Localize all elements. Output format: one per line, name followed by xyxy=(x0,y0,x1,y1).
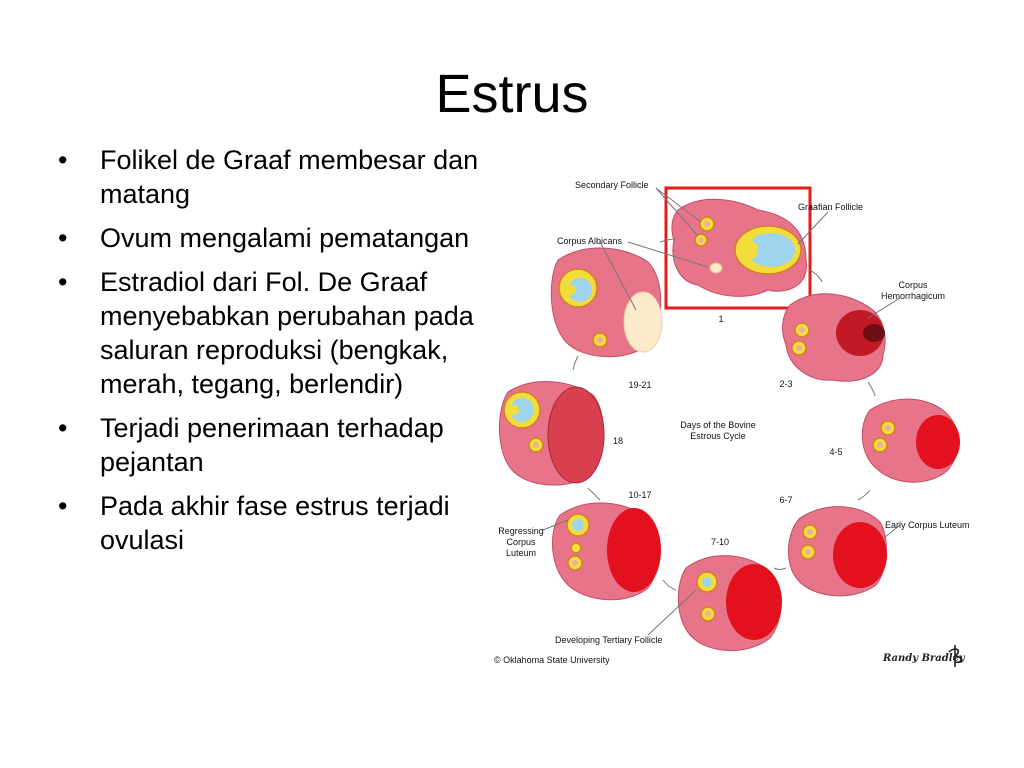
stage-number: 1 xyxy=(718,314,724,324)
stage-18-ovary xyxy=(499,382,604,485)
stage-10-17-ovary xyxy=(552,503,661,600)
stage-4-5-ovary xyxy=(862,399,960,482)
stage-number: 6-7 xyxy=(779,495,793,505)
center-caption-line2: Estrous Cycle xyxy=(690,431,746,441)
cycle-arrow xyxy=(663,580,676,590)
label-early-corpus-luteum: Early Corpus Luteum xyxy=(885,520,970,530)
stage-2-3-ovary xyxy=(783,294,886,381)
label-developing-tertiary-follicle: Developing Tertiary Follicle xyxy=(555,635,663,645)
bullet-dot: • xyxy=(58,267,68,297)
slide-title: Estrus xyxy=(435,64,589,124)
label-graafian-follicle: Graafian Follicle xyxy=(798,202,864,212)
cycle-arrow xyxy=(810,270,822,282)
bullet-item xyxy=(58,489,498,557)
bullet-text: Folikel de Graaf membesar dan matang xyxy=(100,145,479,209)
cycle-arrow xyxy=(573,356,578,370)
label-corpus-hemorrhagicum-line2: Hemorrhagicum xyxy=(880,291,946,301)
label-corpus-albicans: Corpus Albicans xyxy=(557,236,623,246)
bullet-text: Terjadi penerimaan terhadap pejantan xyxy=(100,413,444,477)
cycle-arrow xyxy=(868,382,875,396)
stage-number: 7-10 xyxy=(710,537,730,547)
stage-19-21-ovary xyxy=(551,248,662,357)
bullet-dot: • xyxy=(58,223,68,253)
stage-7-10-ovary xyxy=(678,556,782,651)
bullet-item xyxy=(58,265,498,401)
stage-1-ovary xyxy=(672,199,807,296)
bullet-text: Pada akhir fase estrus terjadi ovulasi xyxy=(100,491,450,555)
label-secondary-follicle: Secondary Follicle xyxy=(575,180,649,190)
stage-6-7-ovary xyxy=(788,507,887,596)
bullet-text: Estradiol dari Fol. De Graaf menyebabkan perubahan pada saluran reproduksi (bengkak, merah, tegang, berlendir) xyxy=(100,267,474,399)
center-caption-line1: Days of the Bovine xyxy=(680,420,756,430)
label-corpus-hemorrhagicum-line1: Corpus xyxy=(898,280,928,290)
stage-number: 19-21 xyxy=(628,380,652,390)
bullet-dot: • xyxy=(58,413,68,443)
bullet-dot: • xyxy=(58,145,68,175)
signature: Randy Bradley xyxy=(883,653,965,664)
stage-number: 4-5 xyxy=(829,447,843,457)
copyright-text: © Oklahoma State University xyxy=(494,655,610,665)
label-regressing-line1: Regressing xyxy=(498,526,544,536)
bullet-item xyxy=(58,143,498,211)
bullet-item xyxy=(58,411,498,479)
bullet-list xyxy=(58,143,498,567)
cycle-arrow xyxy=(774,568,786,570)
stage-number: 10-17 xyxy=(628,490,652,500)
label-regressing-line2: Corpus xyxy=(506,537,536,547)
stage-number: 2-3 xyxy=(779,379,793,389)
label-regressing-line3: Luteum xyxy=(505,548,537,558)
leader-line xyxy=(868,298,900,318)
cycle-arrow xyxy=(588,488,600,500)
bullet-dot: • xyxy=(58,491,68,521)
estrous-cycle-diagram xyxy=(488,170,978,680)
cycle-arrow xyxy=(858,490,870,500)
bullet-text: Ovum mengalami pematangan xyxy=(100,223,470,253)
stage-number: 18 xyxy=(612,436,624,446)
estrous-cycle-svg xyxy=(488,170,978,680)
leader-line xyxy=(798,212,828,244)
bullet-item xyxy=(58,221,498,255)
